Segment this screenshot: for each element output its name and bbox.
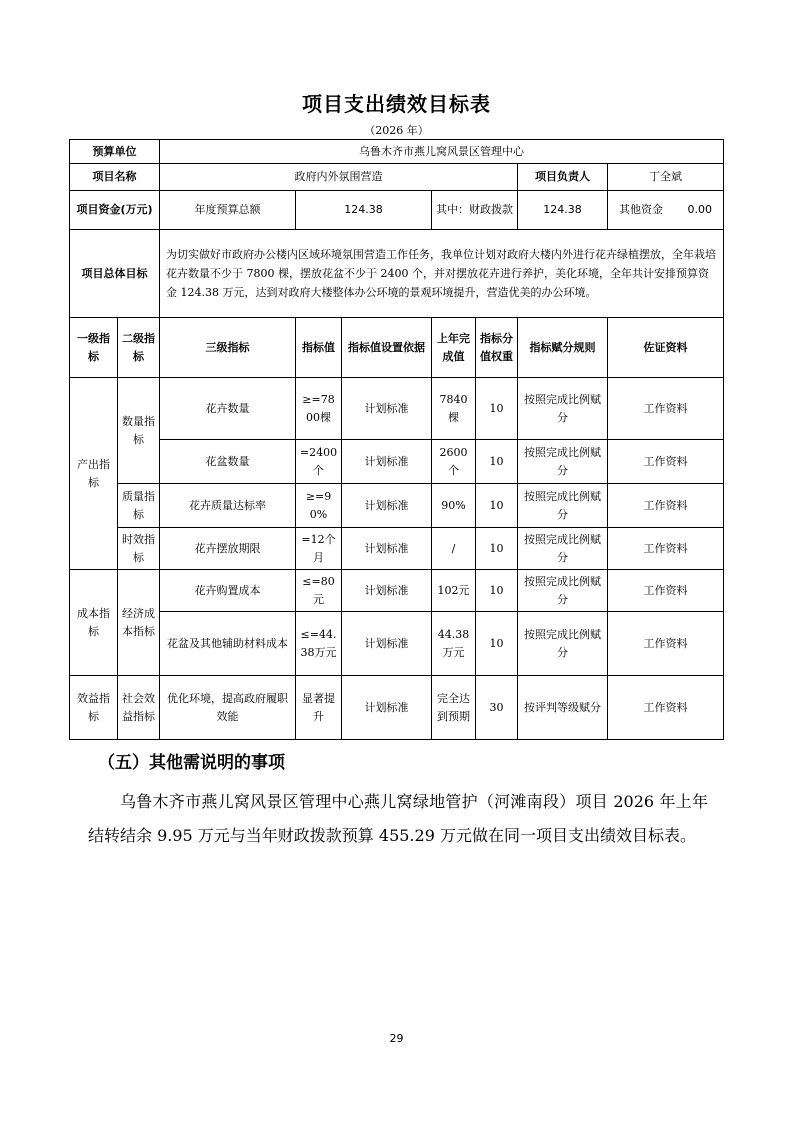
row-basis: 计划标准	[342, 676, 432, 740]
row-evidence: 工作资料	[608, 440, 724, 484]
group-benefit: 效益指标	[70, 676, 118, 740]
subgroup-quality: 质量指标	[118, 484, 160, 528]
fiscal-label: 其中：财政拨款	[432, 191, 518, 230]
overall-goal-text: 为切实做好市政府办公楼内区域环境氛围营造工作任务，我单位计划对政府大楼内外进行花卉绿植摆放，全年栽培花卉数量不少于 7800 棵，摆放花盆不少于 2400 个，并对摆放花卉进行养护，美化环境，全年共计安排预算资金 124.38 万元，达到对政府大楼整体办公环境的景观环境提升，营造优美的办公环境。	[160, 230, 724, 318]
row-rule: 按照完成比例赋分	[518, 440, 608, 484]
row-evidence: 工作资料	[608, 378, 724, 440]
section-heading: （五）其他需说明的事项	[98, 753, 285, 773]
row-evidence: 工作资料	[608, 528, 724, 570]
table-row	[70, 440, 724, 484]
row-basis: 计划标准	[342, 612, 432, 676]
funds-label: 项目资金(万元)	[70, 191, 160, 230]
header-level1: 一级指标	[70, 318, 118, 378]
row-name: 花卉质量达标率	[160, 484, 296, 528]
row-evidence: 工作资料	[608, 612, 724, 676]
project-name-value: 政府内外氛围营造	[160, 164, 518, 191]
row-last: 90%	[432, 484, 476, 528]
row-target: ≥=7800棵	[296, 378, 342, 440]
project-leader-label: 项目负责人	[518, 164, 608, 191]
header-evidence: 佐证资料	[608, 318, 724, 378]
subgroup-social-benefit: 社会效益指标	[118, 676, 160, 740]
unit-label: 预算单位	[70, 140, 160, 164]
subgroup-quantity: 数量指标	[118, 378, 160, 484]
row-basis: 计划标准	[342, 440, 432, 484]
row-weight: 10	[476, 378, 518, 440]
page-title: 项目支出绩效目标表	[302, 92, 491, 116]
header-last-year: 上年完成值	[432, 318, 476, 378]
row-name: 优化环境，提高政府履职效能	[160, 676, 296, 740]
table-row	[70, 528, 724, 570]
row-target: =12个月	[296, 528, 342, 570]
row-rule: 按照完成比例赋分	[518, 378, 608, 440]
header-level2: 二级指标	[118, 318, 160, 378]
row-evidence: 工作资料	[608, 570, 724, 612]
other-funds-value	[608, 191, 724, 230]
row-weight: 10	[476, 440, 518, 484]
group-cost: 成本指标	[70, 570, 118, 676]
row-rule: 按照完成比例赋分	[518, 570, 608, 612]
project-name-label: 项目名称	[70, 164, 160, 191]
header-scoring: 指标赋分规则	[518, 318, 608, 378]
row-rule: 按评判等级赋分	[518, 676, 608, 740]
subgroup-economic-cost: 经济成本指标	[118, 570, 160, 676]
table-row	[70, 378, 724, 440]
row-weight: 10	[476, 570, 518, 612]
row-evidence: 工作资料	[608, 676, 724, 740]
table-row	[70, 484, 724, 528]
subgroup-timeliness: 时效指标	[118, 528, 160, 570]
row-basis: 计划标准	[342, 378, 432, 440]
row-rule: 按照完成比例赋分	[518, 528, 608, 570]
other-funds-amount: 0.00	[687, 203, 713, 217]
row-target: ≤=80元	[296, 570, 342, 612]
row-target: ≥=90%	[296, 484, 342, 528]
row-weight: 30	[476, 676, 518, 740]
row-basis: 计划标准	[342, 570, 432, 612]
performance-table	[69, 139, 724, 740]
row-target: ≤=44.38万元	[296, 612, 342, 676]
row-weight: 10	[476, 612, 518, 676]
annual-total-value: 124.38	[296, 191, 432, 230]
table-row	[70, 676, 724, 740]
header-target: 指标值	[296, 318, 342, 378]
body-paragraph: 乌鲁木齐市燕儿窝风景区管理中心燕儿窝绿地管护（河滩南段）项目 2026 年上年结转结余 9.95 万元与当年财政拨款预算 455.29 万元做在同一项目支出绩效目标表。	[88, 792, 708, 845]
row-rule: 按照完成比例赋分	[518, 484, 608, 528]
header-basis: 指标值设置依据	[342, 318, 432, 378]
table-row	[70, 612, 724, 676]
unit-value: 乌鲁木齐市燕儿窝风景区管理中心	[160, 140, 724, 164]
table-row	[70, 570, 724, 612]
annual-total-label: 年度预算总额	[160, 191, 296, 230]
row-evidence: 工作资料	[608, 484, 724, 528]
year-label: （2026 年）	[364, 124, 429, 137]
page-number: 29	[389, 1032, 404, 1045]
row-target: 显著提升	[296, 676, 342, 740]
row-rule: 按照完成比例赋分	[518, 612, 608, 676]
row-last: 102元	[432, 570, 476, 612]
row-weight: 10	[476, 484, 518, 528]
row-name: 花卉摆放期限	[160, 528, 296, 570]
project-leader-value: 丁全斌	[608, 164, 724, 191]
row-last: 完全达到预期	[432, 676, 476, 740]
row-target: =2400个	[296, 440, 342, 484]
row-last: /	[432, 528, 476, 570]
fiscal-value: 124.38	[518, 191, 608, 230]
row-name: 花盆数量	[160, 440, 296, 484]
row-basis: 计划标准	[342, 528, 432, 570]
row-last: 44.38万元	[432, 612, 476, 676]
header-level3: 三级指标	[160, 318, 296, 378]
row-name: 花盆及其他辅助材料成本	[160, 612, 296, 676]
row-weight: 10	[476, 528, 518, 570]
row-last: 7840棵	[432, 378, 476, 440]
other-funds-label: 其他资金	[619, 203, 664, 217]
overall-goal-label: 项目总体目标	[70, 230, 160, 318]
header-weight: 指标分值权重	[476, 318, 518, 378]
row-name: 花卉数量	[160, 378, 296, 440]
row-last: 2600个	[432, 440, 476, 484]
row-basis: 计划标准	[342, 484, 432, 528]
row-name: 花卉购置成本	[160, 570, 296, 612]
group-output: 产出指标	[70, 378, 118, 570]
